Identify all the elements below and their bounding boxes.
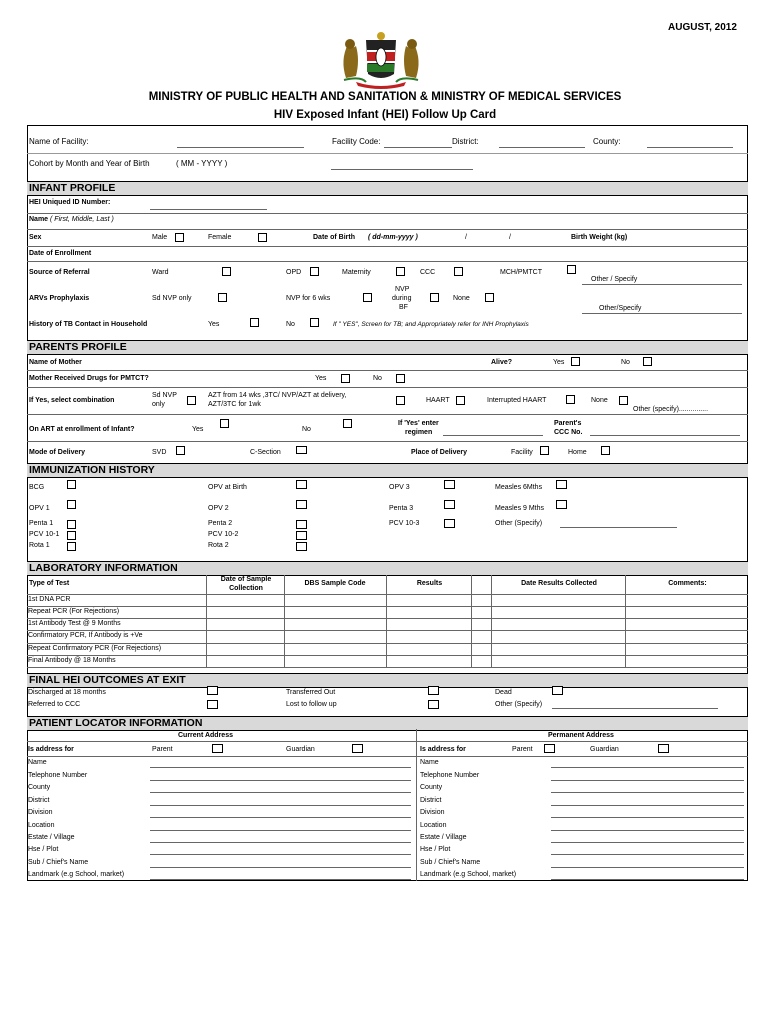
alive-yes-checkbox[interactable]	[571, 357, 580, 366]
lab-col-comments: Comments:	[668, 580, 707, 587]
lab-row-4: Confirmatory PCR, If Antibody is +Ve	[28, 632, 143, 639]
home-delivery-label: Home	[568, 449, 587, 456]
current-field-county: County	[28, 784, 51, 791]
cohort-label: Cohort by Month and Year of Birth	[29, 159, 150, 168]
referral-label: Source of Referral	[29, 269, 90, 276]
nvp-6wks-label: NVP for 6 wks	[286, 295, 331, 302]
current-field-district: District	[28, 797, 50, 804]
current-hse-line[interactable]	[150, 854, 411, 855]
home-delivery-checkbox[interactable]	[601, 446, 610, 455]
current-field-chief: Sub / Chief's Name	[28, 859, 89, 866]
permanent-county-line[interactable]	[551, 792, 744, 793]
current-field-hse: Hse / Plot	[28, 846, 59, 853]
permanent-parent-checkbox[interactable]	[544, 744, 555, 753]
current-field-estate: Estate / Village	[28, 834, 75, 841]
cohort-format: ( MM - YYYY )	[176, 159, 228, 168]
lab-col-date-collected: Date Results Collected	[521, 580, 597, 587]
permanent-estate-line[interactable]	[551, 842, 744, 843]
current-district-line[interactable]	[150, 805, 411, 806]
female-checkbox[interactable]	[258, 233, 267, 242]
bcg-label: BCG	[29, 484, 45, 491]
tb-no-checkbox[interactable]	[310, 318, 319, 327]
permanent-location-line[interactable]	[551, 830, 744, 831]
facility-delivery-label: Facility	[511, 449, 533, 456]
current-guardian-label: Guardian	[286, 746, 315, 753]
opd-checkbox[interactable]	[310, 267, 319, 276]
title-main: MINISTRY OF PUBLIC HEALTH AND SANITATION & MINISTRY OF MEDICAL SERVICES	[148, 91, 622, 103]
permanent-field-county: County	[420, 784, 443, 791]
opv-birth-checkbox[interactable]	[296, 480, 307, 489]
parent-ccc-line2: CCC No.	[554, 429, 583, 436]
outcome-other-field[interactable]	[552, 708, 718, 709]
measles6-label: Measles 6Mths	[495, 484, 543, 491]
arv-none-label: None	[453, 295, 470, 302]
tb-history-label: History of TB Contact in Household	[29, 321, 148, 328]
facility-name-field[interactable]	[177, 147, 304, 148]
tb-note: If " YES", Screen for TB; and Appropriately refer for INH Prophylaxis	[333, 321, 529, 328]
current-estate-line[interactable]	[150, 842, 411, 843]
permanent-name-line[interactable]	[551, 767, 744, 768]
nvp-6wks-checkbox[interactable]	[363, 293, 372, 302]
referred-label: Referred to CCC	[28, 701, 81, 708]
opv2-checkbox[interactable]	[296, 500, 307, 509]
art-enrollment-label: On ART at enrollment of Infant?	[29, 426, 135, 433]
azt-checkbox[interactable]	[396, 396, 405, 405]
haart-checkbox[interactable]	[456, 396, 465, 405]
ward-checkbox[interactable]	[222, 267, 231, 276]
opv2-label: OPV 2	[208, 505, 229, 512]
penta1-label: Penta 1	[29, 520, 54, 527]
county-label: County:	[593, 137, 621, 146]
lost-label: Lost to follow up	[286, 701, 337, 708]
district-field[interactable]	[499, 147, 585, 148]
permanent-field-telephone: Telephone Number	[420, 772, 480, 779]
outcome-other-label: Other (Specify)	[495, 701, 543, 708]
drugs-pmtct-label: Mother Received Drugs for PMTCT?	[29, 375, 149, 382]
dob-format: ( dd-mm-yyyy )	[368, 234, 418, 241]
azt-line1: AZT from 14 wks ,3TC/ NVP/AZT at delivery,	[208, 392, 347, 399]
art-yes-checkbox[interactable]	[220, 419, 229, 428]
birth-weight-label: Birth Weight (kg)	[571, 234, 628, 241]
current-location-line[interactable]	[150, 830, 411, 831]
dob-label: Date of Birth	[313, 234, 355, 241]
permanent-field-hse: Hse / Plot	[420, 846, 451, 853]
current-is-address-for: Is address for	[28, 746, 74, 753]
ccc-checkbox[interactable]	[454, 267, 463, 276]
sd-nvp-only-checkbox[interactable]	[218, 293, 227, 302]
nvp-bf-line2: during	[392, 295, 412, 302]
combination-other-label: Other (specify)...............	[633, 406, 709, 413]
haart-label: HAART	[426, 397, 450, 404]
sd-nvp-only-label: Sd NVP only	[152, 295, 192, 302]
dead-checkbox[interactable]	[552, 686, 563, 695]
current-division-line[interactable]	[150, 817, 411, 818]
permanent-district-line[interactable]	[551, 805, 744, 806]
current-chief-line[interactable]	[150, 867, 411, 868]
tb-yes-checkbox[interactable]	[250, 318, 259, 327]
permanent-is-address-for: Is address for	[420, 746, 466, 753]
sd-nvp-checkbox[interactable]	[187, 396, 196, 405]
female-label: Female	[208, 234, 232, 241]
interrupted-haart-label: Interrupted HAART	[487, 397, 547, 404]
art-no-label: No	[302, 426, 311, 433]
lab-col-type: Type of Test	[29, 580, 70, 587]
current-telephone-line[interactable]	[150, 780, 411, 781]
current-field-telephone: Telephone Number	[28, 772, 88, 779]
lab-row-6: Final Antibody @ 18 Months	[28, 657, 116, 664]
permanent-guardian-checkbox[interactable]	[658, 744, 669, 753]
alive-no-label: No	[621, 359, 630, 366]
sd-nvp-line2: only	[152, 401, 165, 408]
current-guardian-checkbox[interactable]	[352, 744, 363, 753]
opd-label: OPD	[286, 269, 302, 276]
measles6-checkbox[interactable]	[556, 480, 567, 489]
permanent-field-district: District	[420, 797, 442, 804]
pcv103-label: PCV 10-3	[389, 520, 420, 527]
permanent-chief-line[interactable]	[551, 867, 744, 868]
dob-slash-2: /	[509, 234, 511, 241]
name-hint: ( First, Middle, Last )	[50, 216, 114, 223]
mch-label: MCH/PMTCT	[500, 269, 542, 276]
penta1-checkbox[interactable]	[67, 520, 76, 529]
ward-label: Ward	[152, 269, 169, 276]
current-field-location: Location	[28, 822, 55, 829]
immunization-header: IMMUNIZATION HISTORY	[27, 463, 748, 478]
transferred-checkbox[interactable]	[428, 686, 439, 695]
alive-label: Alive?	[491, 359, 513, 366]
permanent-guardian-label: Guardian	[590, 746, 619, 753]
lab-col-date-sample: Date of Sample Collection	[220, 576, 272, 592]
penta2-checkbox[interactable]	[296, 520, 307, 529]
penta3-checkbox[interactable]	[444, 500, 455, 509]
coat-of-arms-logo	[326, 30, 436, 92]
tb-yes-label: Yes	[208, 321, 220, 328]
bcg-checkbox[interactable]	[67, 480, 76, 489]
immunization-other-field[interactable]	[560, 527, 677, 528]
cohort-field[interactable]	[331, 169, 473, 170]
permanent-field-estate: Estate / Village	[420, 834, 467, 841]
county-field[interactable]	[647, 147, 733, 148]
enrollment-label: Date of Enrollment	[29, 250, 92, 257]
permanent-field-name: Name	[420, 759, 439, 766]
pmtct-no-checkbox[interactable]	[396, 374, 405, 383]
hei-id-label: HEI Uniqued ID Number:	[29, 199, 111, 206]
lost-checkbox[interactable]	[428, 700, 439, 709]
facility-code-field[interactable]	[384, 147, 452, 148]
nvp-bf-line3: BF	[399, 304, 408, 311]
rota1-checkbox[interactable]	[67, 542, 76, 551]
regimen-line1: If 'Yes' enter	[398, 420, 439, 427]
current-parent-label: Parent	[152, 746, 173, 753]
csection-label: C-Section	[250, 449, 281, 456]
current-parent-checkbox[interactable]	[212, 744, 223, 753]
other-specify-label: Other / Specify	[591, 276, 638, 283]
sex-label: Sex	[29, 234, 42, 241]
district-label: District:	[452, 137, 479, 146]
permanent-parent-label: Parent	[512, 746, 533, 753]
date-header: AUGUST, 2012	[668, 22, 737, 33]
combination-none-checkbox[interactable]	[619, 396, 628, 405]
penta3-label: Penta 3	[389, 505, 414, 512]
interrupted-haart-checkbox[interactable]	[566, 395, 575, 404]
dead-label: Dead	[495, 689, 512, 696]
permanent-field-division: Division	[420, 809, 445, 816]
regimen-line2: regimen	[405, 429, 433, 436]
current-field-division: Division	[28, 809, 53, 816]
nvp-bf-checkbox[interactable]	[430, 293, 439, 302]
lab-row-5: Repeat Confirmatory PCR (For Rejections)	[28, 645, 162, 652]
regimen-field[interactable]	[443, 435, 543, 436]
measles9-checkbox[interactable]	[556, 500, 567, 509]
opv1-label: OPV 1	[29, 505, 50, 512]
permanent-address-label: Permanent Address	[548, 732, 614, 739]
parent-ccc-line1: Parent's	[554, 420, 582, 427]
azt-line2: AZT/3TC for 1wk	[208, 401, 261, 408]
pmtct-no-label: No	[373, 375, 382, 382]
lab-row-1: 1st DNA PCR	[28, 596, 71, 603]
art-yes-label: Yes	[192, 426, 204, 433]
locator-header: PATIENT LOCATOR INFORMATION	[27, 716, 748, 731]
permanent-telephone-line[interactable]	[551, 780, 744, 781]
ccc-label: CCC	[420, 269, 436, 276]
current-landmark-line[interactable]	[150, 879, 411, 880]
maternity-checkbox[interactable]	[396, 267, 405, 276]
male-label: Male	[152, 234, 168, 241]
pmtct-yes-label: Yes	[315, 375, 327, 382]
infant-profile-header: INFANT PROFILE	[27, 181, 748, 196]
laboratory-header: LABORATORY INFORMATION	[27, 561, 748, 576]
permanent-field-landmark: Landmark (e.g School, market)	[420, 871, 517, 878]
delivery-place-label: Place of Delivery	[411, 449, 468, 456]
rota2-label: Rota 2	[208, 542, 229, 549]
discharged-checkbox[interactable]	[207, 686, 218, 695]
immunization-other-label: Other (Specify)	[495, 520, 543, 527]
lab-col-dbs: DBS Sample Code	[304, 580, 366, 587]
lab-col-results: Results	[416, 580, 443, 587]
svd-checkbox[interactable]	[176, 446, 185, 455]
opv1-checkbox[interactable]	[67, 500, 76, 509]
delivery-mode-label: Mode of Delivery	[29, 449, 86, 456]
pcv101-label: PCV 10-1	[29, 531, 60, 538]
facility-code-label: Facility Code:	[332, 137, 381, 146]
penta2-label: Penta 2	[208, 520, 233, 527]
arv-other-specify-label: Other/Specify	[599, 305, 642, 312]
measles9-label: Measles 9 Mths	[495, 505, 545, 512]
pcv102-checkbox[interactable]	[296, 531, 307, 540]
pcv102-label: PCV 10-2	[208, 531, 239, 538]
svd-label: SVD	[152, 449, 167, 456]
permanent-field-location: Location	[420, 822, 447, 829]
art-no-checkbox[interactable]	[343, 419, 352, 428]
pcv101-checkbox[interactable]	[67, 531, 76, 540]
csection-checkbox[interactable]	[296, 446, 307, 454]
combination-none-label: None	[591, 397, 608, 404]
current-name-line[interactable]	[150, 767, 411, 768]
current-county-line[interactable]	[150, 792, 411, 793]
arv-other-specify-field[interactable]	[582, 313, 742, 314]
opv3-label: OPV 3	[389, 484, 410, 491]
parent-ccc-field[interactable]	[590, 435, 740, 436]
title-sub: HIV Exposed Infant (HEI) Follow Up Card	[273, 109, 497, 121]
other-specify-field[interactable]	[582, 284, 742, 285]
outcomes-header: FINAL HEI OUTCOMES AT EXIT	[27, 673, 748, 688]
pmtct-yes-checkbox[interactable]	[341, 374, 350, 383]
nvp-bf-line1: NVP	[395, 286, 410, 293]
permanent-landmark-line[interactable]	[551, 879, 744, 880]
arvs-label: ARVs Prophylaxis	[29, 295, 90, 302]
pcv103-checkbox[interactable]	[444, 519, 455, 528]
facility-name-label: Name of Facility:	[29, 137, 89, 146]
referred-checkbox[interactable]	[207, 700, 218, 709]
facility-delivery-checkbox[interactable]	[540, 446, 549, 455]
permanent-hse-line[interactable]	[551, 854, 744, 855]
current-field-landmark: Landmark (e.g School, market)	[28, 871, 125, 878]
permanent-field-chief: Sub / Chief's Name	[420, 859, 481, 866]
sd-nvp-line1: Sd NVP	[152, 392, 177, 399]
rota1-label: Rota 1	[29, 542, 50, 549]
arv-none-checkbox[interactable]	[485, 293, 494, 302]
transferred-label: Transferred Out	[286, 689, 336, 696]
parents-profile-header: PARENTS PROFILE	[27, 340, 748, 355]
dob-slash-1: /	[465, 234, 467, 241]
current-address-label: Current Address	[178, 732, 233, 739]
mother-name-label: Name of Mother	[29, 359, 82, 366]
opv3-checkbox[interactable]	[444, 480, 455, 489]
mch-checkbox[interactable]	[567, 265, 576, 274]
alive-yes-label: Yes	[553, 359, 565, 366]
male-checkbox[interactable]	[175, 233, 184, 242]
discharged-label: Discharged at 18 months	[28, 689, 106, 696]
permanent-division-line[interactable]	[551, 817, 744, 818]
combination-label: If Yes, select combination	[29, 397, 115, 404]
name-label: Name	[29, 216, 49, 223]
opv-birth-label: OPV at Birth	[208, 484, 247, 491]
lab-row-2: Repeat PCR (For Rejections)	[28, 608, 120, 615]
tb-no-label: No	[286, 321, 295, 328]
lab-row-3: 1st Antibody Test @ 9 Months	[28, 620, 121, 627]
alive-no-checkbox[interactable]	[643, 357, 652, 366]
current-field-name: Name	[28, 759, 47, 766]
maternity-label: Maternity	[342, 269, 371, 276]
rota2-checkbox[interactable]	[296, 542, 307, 551]
hei-id-field[interactable]	[150, 209, 267, 210]
